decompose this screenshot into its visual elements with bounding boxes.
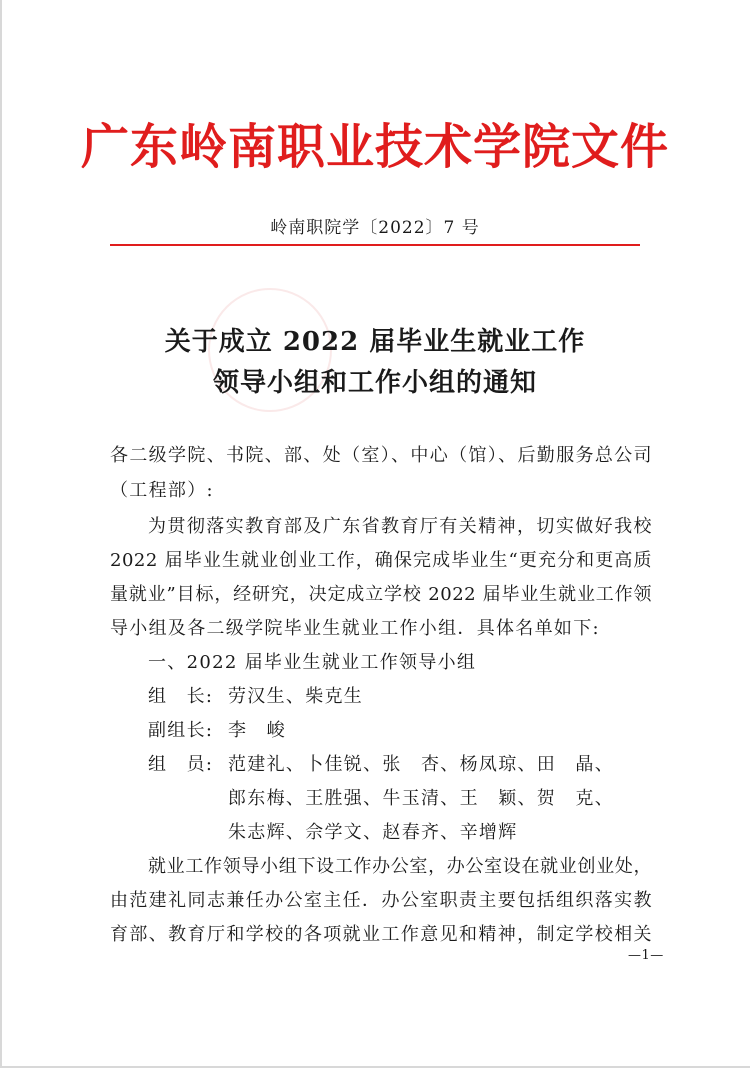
masthead-divider — [110, 244, 640, 246]
office-line-3: 育部、教育厅和学校的各项就业工作意见和精神，制定学校相关 — [110, 924, 652, 945]
document-number: 岭南职院学〔2022〕7 号 — [270, 218, 480, 238]
deputy-label: 副组长: — [148, 720, 214, 741]
addressee-line-2: （工程部）: — [110, 480, 214, 501]
members-label: 组 员: — [148, 754, 214, 775]
members-line-3: 朱志辉、佘学文、赵春齐、辛增辉 — [228, 822, 518, 843]
notice-title-line-2: 领导小组和工作小组的通知 — [212, 368, 537, 398]
intro-line-1: 为贯彻落实教育部及广东省教育厅有关精神，切实做好我校 — [148, 516, 652, 537]
masthead-title: 广东岭南职业技术学院文件 — [80, 119, 669, 175]
members-line-2: 郎东梅、王胜强、牛玉清、王 颖、贺 克、 — [228, 788, 614, 809]
leader-label: 组 长: — [148, 686, 214, 707]
intro-line-4: 导小组及各二级学院毕业生就业工作小组．具体名单如下: — [110, 618, 600, 639]
office-line-1: 就业工作领导小组下设工作办公室，办公室设在就业创业处， — [148, 856, 652, 877]
intro-line-3: 量就业”目标，经研究，决定成立学校 2022 届毕业生就业工作领 — [110, 584, 652, 605]
deputy-names: 李 峻 — [228, 720, 286, 741]
office-line-2: 由范建礼同志兼任办公室主任．办公室职责主要包括组织落实教 — [110, 890, 652, 911]
intro-line-2: 2022 届毕业生就业创业工作，确保完成毕业生“更充分和更高质 — [110, 550, 652, 571]
notice-title-line-1: 关于成立 2022 届毕业生就业工作 — [164, 327, 586, 357]
members-line-1: 范建礼、卜佳锐、张 杏、杨凤琼、田 晶、 — [228, 754, 614, 775]
section-heading: 一、2022 届毕业生就业工作领导小组 — [148, 652, 477, 673]
leader-names: 劳汉生、柴克生 — [228, 686, 364, 707]
addressee-line-1: 各二级学院、书院、部、处（室）、中心（馆）、后勤服务总公司 — [110, 445, 652, 466]
page-number: —1— — [628, 948, 664, 963]
